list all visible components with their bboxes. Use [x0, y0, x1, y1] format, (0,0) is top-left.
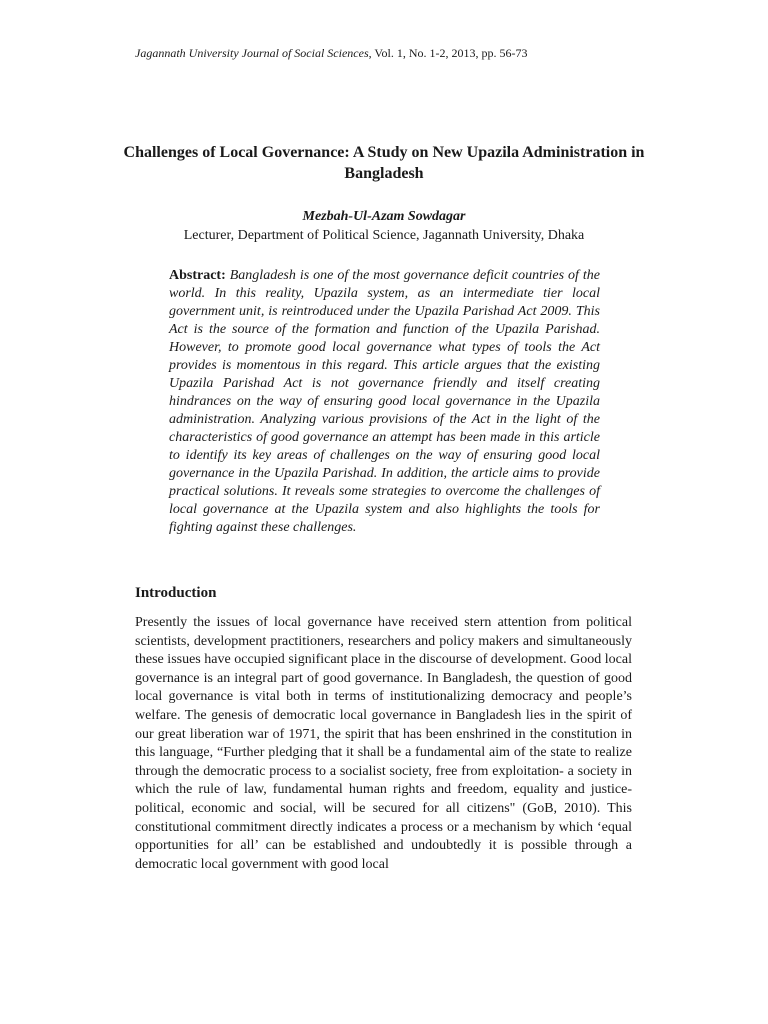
journal-citation: , Vol. 1, No. 1-2, 2013, pp. 56-73 [368, 46, 528, 60]
abstract [169, 267, 600, 537]
author-name: Mezbah-Ul-Azam Sowdagar [302, 209, 466, 224]
author-affiliation: Lecturer, Department of Political Science, Jagannath University, Dhaka [183, 228, 585, 243]
introduction-paragraph: Presently the issues of local governance have received stern attention from political scientists, development practitioners, researchers and policy makers and simultaneously these issues have occupied significant place in the discourse of development. Good local governance is an integral part of good governance. In Bangladesh, the question of good local governance is vital both in terms of institutionalizing democracy and people’s welfare. The genesis of democratic local governance in Bangladesh lies in the spirit of our great liberation war of 1971, the spirit that has been enshrined in the constitution in this language, “Further pledging that it shall be a fundamental aim of the state to realize through the democratic process to a socialist society, free from exploitation- a society in which the rule of law, fundamental human rights and freedom, equality and justice- political, economic and social, will be secured for all citizens" (GoB, 2010). This constitutional commitment directly indicates a process or a mechanism by which ‘equal opportunities for all’ can be established and undoubtedly it is possible through a democratic local government with good local [135, 615, 632, 872]
running-header [135, 45, 528, 61]
journal-name: Jagannath University Journal of Social Sciences [135, 46, 369, 60]
article-title: Challenges of Local Governance: A Study on New Upazila Administration in Bangladesh [123, 144, 645, 182]
introduction-heading: Introduction [135, 585, 217, 601]
abstract-text: Bangladesh is one of the most governance deficit countries of the world. In this reality, Upazila system, as an intermediate tier local government unit, is reintroduced under the Upazila Parishad Act 2009. This Act is the source of the formation and function of the Upazila Parishad. However, to promote good local governance what types of tools the Act provides is momentous in this regard. This article argues that the existing Upazila Parishad Act is not governance friendly and itself creating hindrances on the way of ensuring good local governance in the Upazila administration. Analyzing various provisions of the Act in the light of the characteristics of good governance an attempt has been made in this article to identify its key areas of challenges on the way of ensuring good local governance in the Upazila Parishad. In addition, the article aims to provide practical solutions. It reveals some strategies to overcome the challenges of local governance at the Upazila system and also highlights the tools for fighting against these challenges. [169, 268, 601, 535]
abstract-label: Abstract: [169, 268, 226, 283]
